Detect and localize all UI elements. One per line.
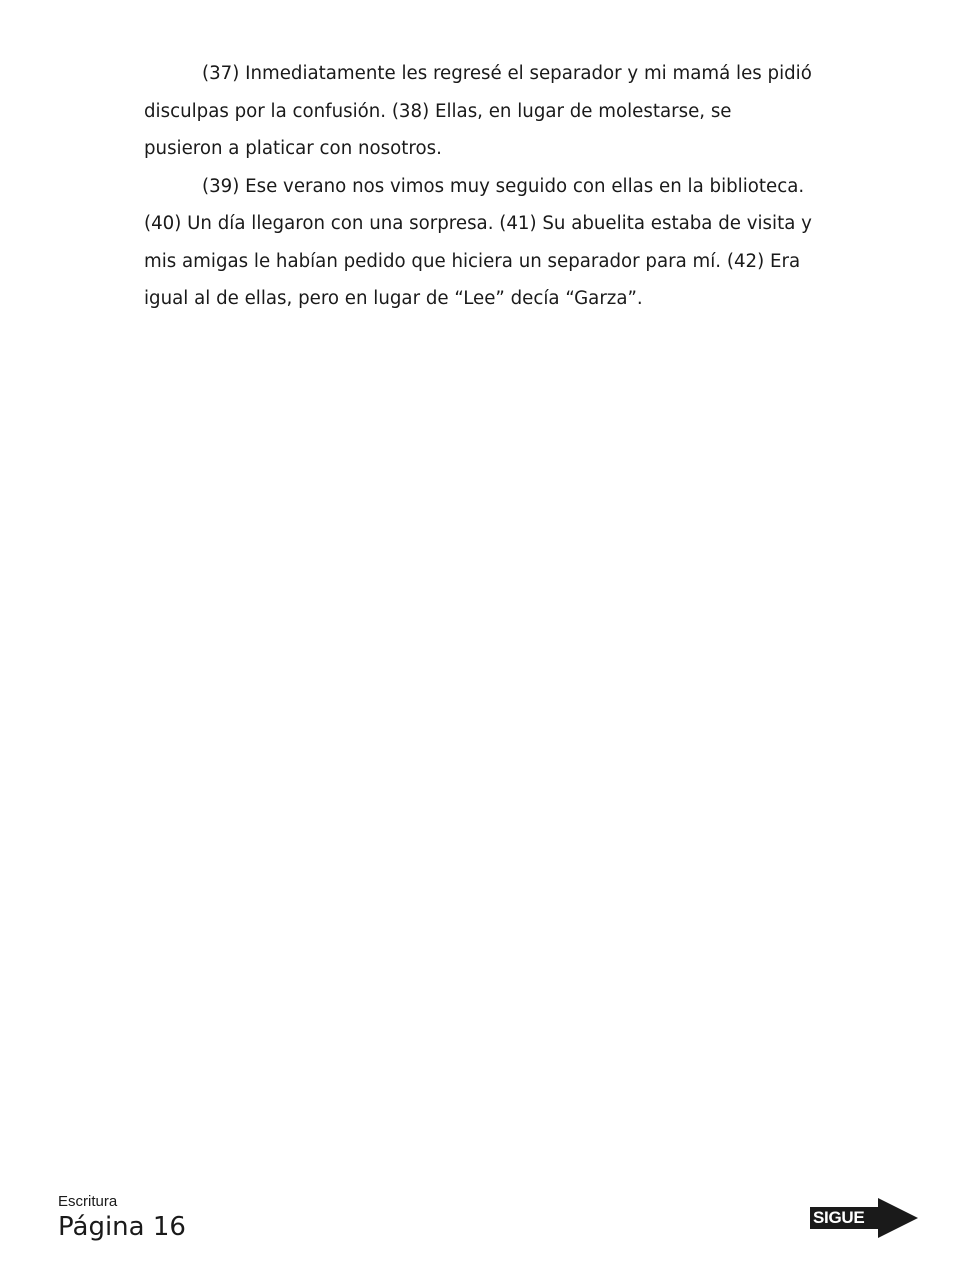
passage-line: (37) Inmediatamente les regresé el separador y mi mamá les pidió xyxy=(202,63,812,84)
section-label: Escritura xyxy=(58,1193,118,1210)
passage-line: (39) Ese verano nos vimos muy seguido con ellas en la biblioteca. xyxy=(202,175,805,197)
continue-indicator xyxy=(810,1198,920,1238)
passage-line: igual al de ellas, pero en lugar de “Lee” decía “Garza”. xyxy=(144,288,643,309)
passage-line: pusieron a platicar con nosotros. xyxy=(144,138,442,159)
continue-label: SIGUE xyxy=(813,1208,865,1227)
reading-passage xyxy=(144,55,844,318)
page-number: Página 16 xyxy=(58,1212,186,1242)
passage-line: mis amigas le habían pedido que hiciera un separador para mí. (42) Era xyxy=(144,250,801,272)
paragraph-37-38 xyxy=(144,55,844,168)
page-footer xyxy=(58,1193,186,1243)
paragraph-39-42 xyxy=(144,168,844,318)
passage-line: (40) Un día llegaron con una sorpresa. (41) Su abuelita estaba de visita y xyxy=(144,213,812,234)
passage-line: disculpas por la confusión. (38) Ellas, en lugar de molestarse, se xyxy=(144,100,732,122)
